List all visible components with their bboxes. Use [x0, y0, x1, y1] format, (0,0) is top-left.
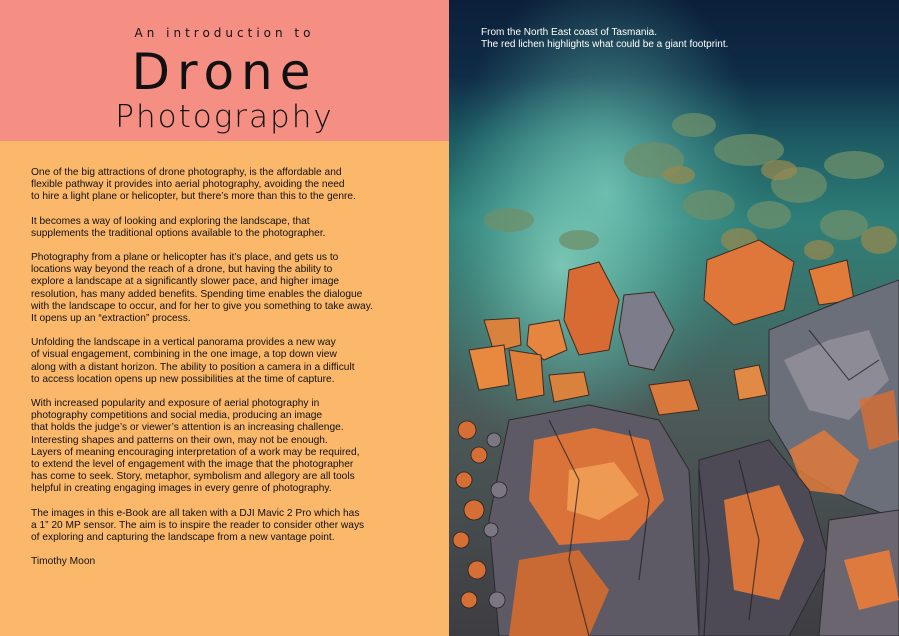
body-text	[31, 167, 423, 580]
page-subtitle: Photography	[115, 99, 334, 135]
paragraph: The images in this e-Book are all taken with a DJI Mavic 2 Pro which has a 1” 20 MP sensor. The aim is to inspire the reader to consider other ways of exploring and capturing the landscape from a new vantage point.	[31, 507, 365, 544]
paragraph: It becomes a way of looking and exploring the landscape, that supplements the traditional options available to the photographer.	[31, 215, 326, 239]
photo-caption: From the North East coast of Tasmania. The red lichen highlights what could be a giant footprint.	[481, 27, 729, 50]
paragraph: Unfolding the landscape in a vertical panorama provides a new way of visual engagement, combining in the one image, a top down view along with a distant horizon. The ability to position a camera in a difficult to access location opens up new possibilities at the time of capture.	[31, 337, 355, 385]
left-page	[0, 0, 449, 636]
aerial-photo	[449, 0, 899, 636]
author-signature: Timothy Moon	[31, 556, 96, 568]
paragraph: Photography from a plane or helicopter has it’s place, and gets us to locations way beyond the reach of a drone, but having the ability to explore a landscape at a significantly slower pace, and higher image resolution, has many added benefits. Spending time enables the dialogue with the landscape to occur, and for her to give you something to take away. It opens up an “extraction” process.	[31, 252, 373, 325]
coastline-rock-image	[449, 0, 899, 636]
paragraph: One of the big attractions of drone photography, is the affordable and flexible pathway it provides into aerial photography, avoiding the need to hire a light plane or helicopter, but there’s more than this to the genre.	[31, 167, 356, 203]
paragraph: With increased popularity and exposure of aerial photography in photography competitions and social media, producing an image that holds the judge’s or viewer’s attention is an increasing challenge. Interesting shapes and patterns on their own, may not be enough. Layers of meaning encouraging interpretation of a work may be required, to extend the level of engagement with the image that the photographer has come to seek. Story, metaphor, symbolism and allegory are all tools helpful in creating engaging images in every genre of photography.	[31, 398, 360, 495]
title-banner	[0, 0, 449, 141]
page-title: Drone	[131, 43, 318, 101]
title-kicker: An introduction to	[134, 26, 315, 40]
